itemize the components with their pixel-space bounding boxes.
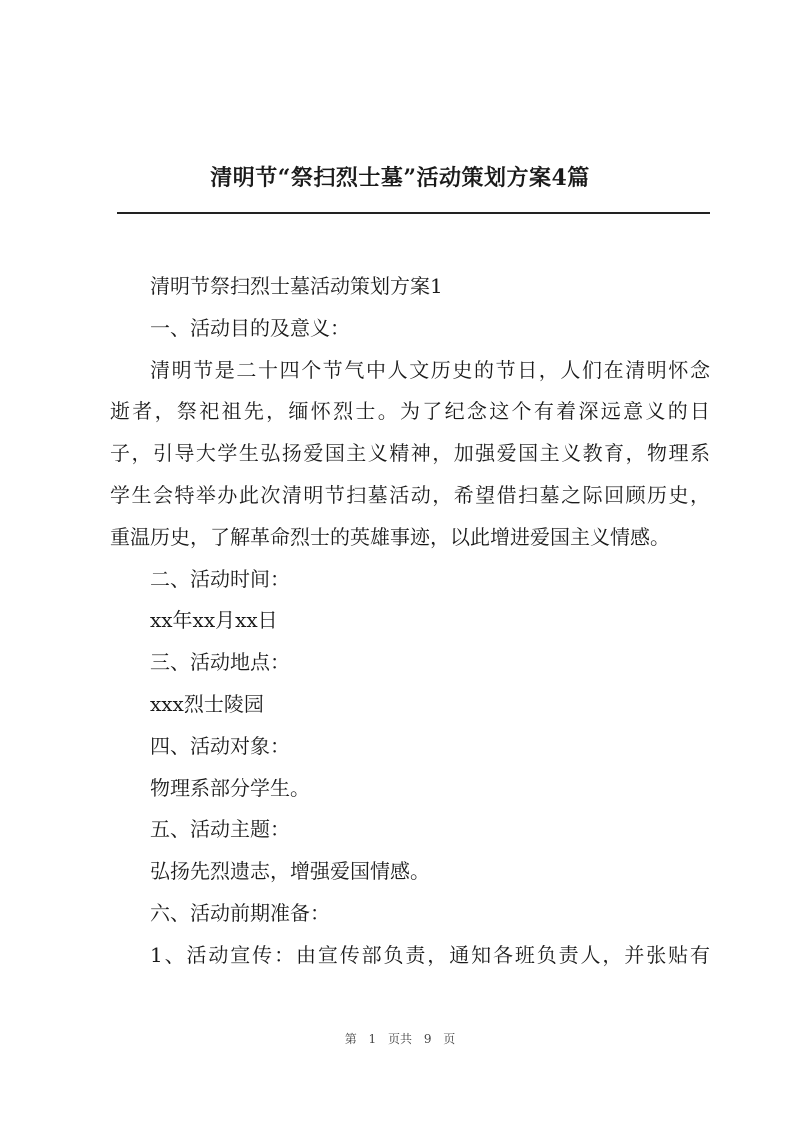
paragraph-line: 子，引导大学生弘扬爱国主义精神，加强爱国主义教育，物理系 bbox=[110, 441, 710, 466]
paragraph-heading: 三、活动地点： bbox=[150, 650, 290, 675]
paragraph-heading: 二、活动时间： bbox=[150, 566, 290, 591]
document-body bbox=[110, 266, 710, 977]
paragraph-line: 弘扬先烈遗志，增强爱国情感。 bbox=[150, 859, 430, 884]
paragraph-line: 物理系部分学生。 bbox=[150, 775, 310, 800]
paragraph-line: 1、活动宣传：由宣传部负责，通知各班负责人，并张贴有 bbox=[150, 942, 710, 967]
paragraph-line: xxx烈士陵园 bbox=[150, 691, 264, 716]
paragraph-line: 重温历史，了解革命烈士的英雄事迹，以此增进爱国主义情感。 bbox=[110, 524, 670, 549]
paragraph-line: xx年xx月xx日 bbox=[150, 608, 278, 633]
document-title: 清明节“祭扫烈士墓”活动策划方案4篇 bbox=[210, 165, 590, 191]
paragraph-line: 逝者，祭祀祖先，缅怀烈士。为了纪念这个有着深远意义的日 bbox=[110, 399, 710, 424]
paragraph-line: 学生会特举办此次清明节扫墓活动，希望借扫墓之际回顾历史， bbox=[110, 482, 710, 507]
paragraph-heading: 四、活动对象： bbox=[150, 733, 290, 758]
paragraph-heading: 六、活动前期准备： bbox=[150, 900, 330, 925]
title-underline bbox=[117, 212, 710, 214]
paragraph-line: 清明节是二十四个节气中人文历史的节日，人们在清明怀念 bbox=[150, 357, 710, 382]
section-heading: 清明节祭扫烈士墓活动策划方案1 bbox=[150, 274, 443, 298]
paragraph-heading: 一、活动目的及意义： bbox=[150, 315, 350, 340]
page-number-footer: 第 1 页共 9 页 bbox=[344, 1032, 456, 1046]
paragraph-heading: 五、活动主题： bbox=[150, 817, 290, 842]
